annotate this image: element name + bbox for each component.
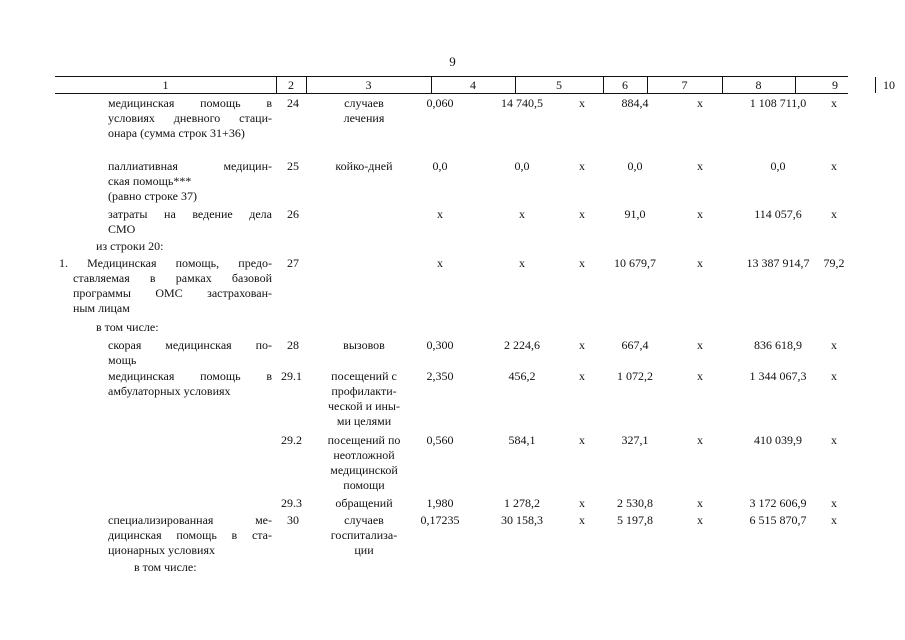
row-25-col-10: x: [831, 159, 837, 173]
row-29-2-col-8: x: [697, 433, 703, 447]
row-29-2-number: 29.2: [281, 433, 302, 447]
row-27-col-5: x: [519, 256, 525, 270]
row-29-1-col-7: 1 072,2: [617, 369, 653, 383]
row-24-col-10: x: [831, 96, 837, 110]
row-29-1-col-8: x: [697, 369, 703, 383]
row-29-3-col-4: 1,980: [426, 496, 454, 510]
row-29-1-unit-line-3: ческой и ины-: [328, 399, 400, 413]
row-27-label-line-1: 1. Медицинская помощь, предо-: [59, 256, 272, 270]
row-26-col-4: x: [437, 207, 443, 221]
row-29-1-col-6: x: [579, 369, 585, 383]
row-24-unit-line-2: лечения: [343, 111, 385, 125]
row-29-2-unit-line-3: медицинской: [330, 463, 398, 477]
row-29-3-col-7: 2 530,8: [617, 496, 653, 510]
header-col-2: 2: [288, 78, 294, 92]
row-30-unit-line-1: случаев: [344, 513, 384, 527]
row-25-col-5: 0,0: [514, 159, 530, 173]
row-29-2-unit-line-2: неотложной: [333, 448, 395, 462]
row-28-number: 28: [287, 338, 299, 352]
from-row-20-heading: из строки 20:: [96, 239, 164, 253]
row-24-col-5: 14 740,5: [501, 96, 543, 110]
row-29-2-col-4: 0,560: [426, 433, 454, 447]
row-30-col-9: 6 515 870,7: [749, 513, 807, 527]
row-29-1-col-10: x: [831, 369, 837, 383]
row-28-label-line-2: мощь: [108, 353, 137, 367]
row-24-label-line-3: онара (сумма строк 31+36): [108, 126, 245, 140]
row-26-col-6: x: [579, 207, 585, 221]
header-col-7: 7: [681, 78, 688, 92]
row-25-col-9: 0,0: [770, 159, 786, 173]
row-29-1-number: 29.1: [281, 369, 302, 383]
row-29-1-label-line-2: амбулаторных условиях: [108, 384, 231, 398]
row-28-col-5: 2 224,6: [504, 338, 540, 352]
row-24-label-line-2: условиях дневного стаци-: [108, 111, 272, 125]
header-col-1: 1: [162, 78, 169, 92]
row-26-col-7: 91,0: [624, 207, 646, 221]
row-29-3-col-8: x: [697, 496, 703, 510]
row-28-col-10: x: [831, 338, 837, 352]
row-30-col-5: 30 158,3: [501, 513, 543, 527]
row-28-col-9: 836 618,9: [754, 338, 802, 352]
header-col-10: 10: [883, 78, 895, 92]
row-30-label-line-3: ционарных условиях: [108, 543, 215, 557]
including-heading-1: в том числе:: [96, 320, 159, 334]
row-29-1-label-line-1: медицинская помощь в: [108, 369, 272, 383]
row-25-label-line-2: ская помощь***: [108, 174, 192, 188]
header-col-4: 4: [470, 78, 476, 92]
row-25-unit-line-1: койко-дней: [335, 159, 393, 173]
row-29-2-col-6: x: [579, 433, 585, 447]
row-29-1-unit-line-2: профилакти-: [331, 384, 397, 398]
header-col-6: 6: [622, 78, 628, 92]
row-30-col-10: x: [831, 513, 837, 527]
row-26-label-line-1: затраты на ведение дела: [108, 207, 272, 221]
header-col-5: 5: [556, 78, 562, 92]
row-28-col-8: x: [697, 338, 703, 352]
row-29-3-number: 29.3: [281, 496, 302, 510]
row-29-2-col-7: 327,1: [621, 433, 649, 447]
row-30-label-line-1: специализированная ме-: [108, 513, 272, 527]
row-29-3-col-10: x: [831, 496, 837, 510]
row-26-label-line-2: СМО: [108, 222, 136, 236]
row-30-col-8: x: [697, 513, 703, 527]
row-26-number: 26: [287, 207, 299, 221]
row-26-col-5: x: [519, 207, 525, 221]
row-29-1-unit-line-4: ми целями: [336, 414, 392, 428]
row-29-1-col-4: 2,350: [426, 369, 454, 383]
row-27-label-line-4: ным лицам: [73, 301, 130, 315]
row-30-number: 30: [287, 513, 299, 527]
row-25-label-line-3: (равно строке 37): [108, 189, 197, 203]
row-28-label-line-1: скорая медицинская по-: [108, 338, 272, 352]
row-29-3-col-5: 1 278,2: [504, 496, 540, 510]
row-27-label-line-3: программы ОМС застрахован-: [73, 286, 272, 300]
row-30-col-6: x: [579, 513, 585, 527]
row-27-number: 27: [287, 256, 299, 270]
row-29-3-col-6: x: [579, 496, 585, 510]
row-28-unit-line-1: вызовов: [343, 338, 385, 352]
row-27-col-7: 10 679,7: [614, 256, 656, 270]
header-col-8: 8: [755, 78, 762, 92]
row-27-col-10: 79,2: [823, 256, 845, 270]
row-27-col-6: x: [579, 256, 585, 270]
row-26-col-8: x: [697, 207, 703, 221]
row-29-1-col-9: 1 344 067,3: [749, 369, 807, 383]
row-28-col-7: 667,4: [621, 338, 649, 352]
row-29-2-col-9: 410 039,9: [754, 433, 802, 447]
row-29-1-col-5: 456,2: [508, 369, 536, 383]
row-26-col-10: x: [831, 207, 837, 221]
row-27-col-4: x: [437, 256, 443, 270]
row-24-col-6: x: [579, 96, 585, 110]
row-26-col-9: 114 057,6: [754, 207, 802, 221]
row-25-label-line-1: паллиативная медицин-: [108, 159, 272, 173]
header-col-3: 3: [365, 78, 372, 92]
row-25-number: 25: [287, 159, 299, 173]
row-24-label-line-1: медицинская помощь в: [108, 96, 272, 110]
table-header-row: [55, 76, 895, 94]
row-25-col-4: 0,0: [432, 159, 448, 173]
row-29-1-unit-line-1: посещений с: [331, 369, 397, 383]
row-27-col-9: 13 387 914,7: [746, 256, 810, 270]
row-25-col-8: x: [697, 159, 703, 173]
row-24-number: 24: [287, 96, 299, 110]
page-number: 9: [449, 54, 456, 69]
row-30-unit-line-2: госпитализа-: [330, 528, 398, 542]
row-24-unit-line-1: случаев: [344, 96, 384, 110]
including-heading-2: в том числе:: [134, 560, 197, 574]
row-24-col-9: 1 108 711,0: [749, 96, 807, 110]
row-28-col-4: 0,300: [426, 338, 454, 352]
row-24-col-4: 0,060: [426, 96, 454, 110]
row-28-col-6: x: [579, 338, 585, 352]
row-27-col-8: x: [697, 256, 703, 270]
row-24-col-8: x: [697, 96, 703, 110]
row-29-3-unit-line-1: обращений: [335, 496, 393, 510]
row-24-col-7: 884,4: [621, 96, 649, 110]
row-25-col-7: 0,0: [627, 159, 643, 173]
row-29-2-unit-line-1: посещений по: [327, 433, 401, 447]
header-col-9: 9: [832, 78, 838, 92]
row-30-unit-line-3: ции: [354, 543, 374, 557]
row-25-col-6: x: [579, 159, 585, 173]
row-29-2-col-10: x: [831, 433, 837, 447]
row-30-col-4: 0,17235: [420, 513, 460, 527]
row-30-label-line-2: дицинская помощь в ста-: [108, 528, 272, 542]
row-29-2-unit-line-4: помощи: [343, 478, 385, 492]
row-29-2-col-5: 584,1: [508, 433, 536, 447]
row-27-label-line-2: ставляемая в рамках базовой: [73, 271, 272, 285]
row-30-col-7: 5 197,8: [617, 513, 653, 527]
row-29-3-col-9: 3 172 606,9: [749, 496, 807, 510]
